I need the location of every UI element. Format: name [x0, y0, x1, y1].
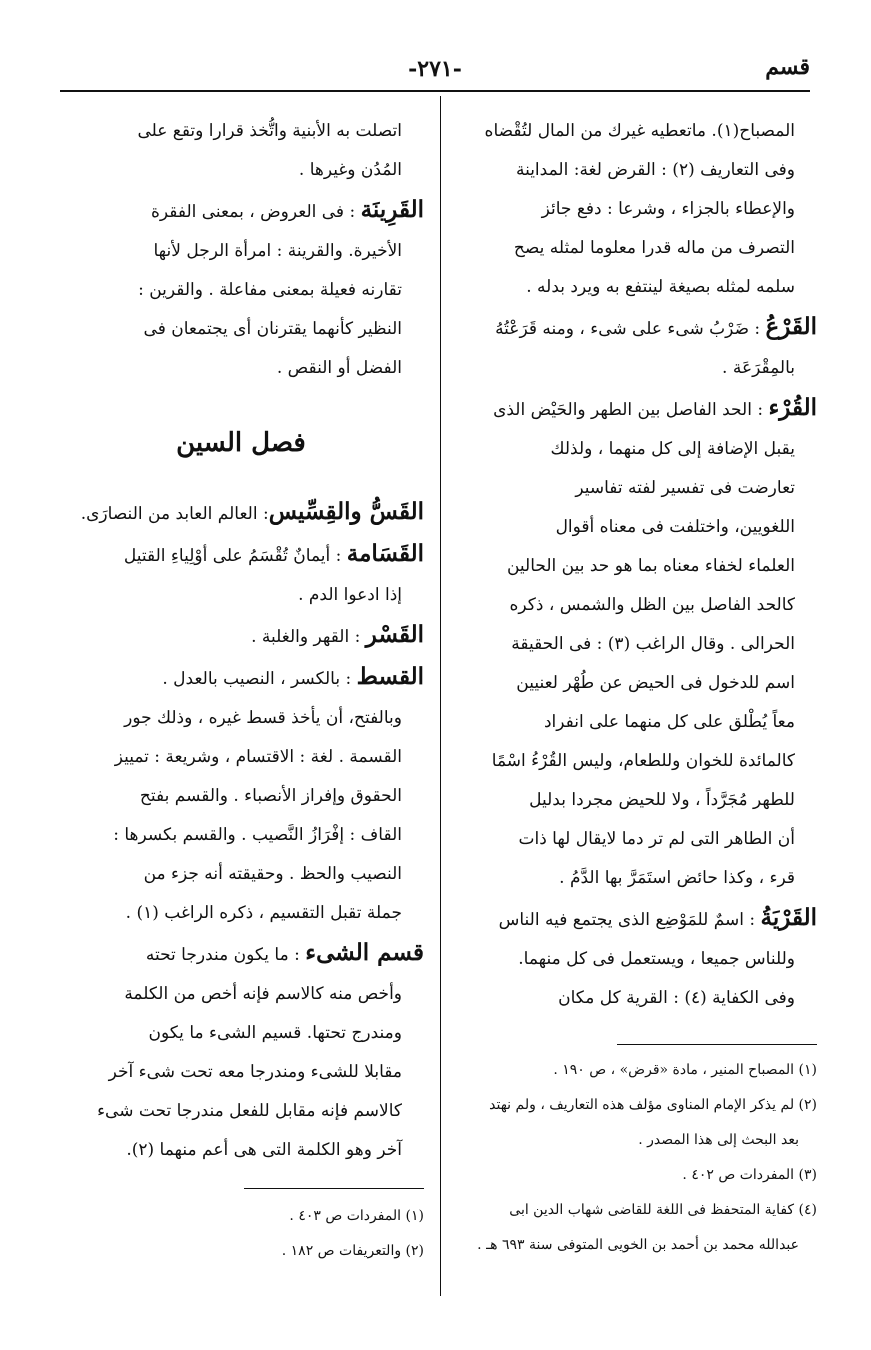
entry-line: [58, 232, 424, 271]
entry-text: اسم للدخول فى الحيض عن طُهْر لعنيين: [516, 673, 795, 693]
footnote: (٢) لم يذكر الإمام المناوى مؤلف هذه التعاريف ، ولم نهتد: [489, 1097, 817, 1113]
entry-text: يقبل الإضافة إلى كل منهما ، ولذلك: [550, 439, 795, 459]
entry-line: [58, 699, 424, 738]
headword: القَرِينَة: [360, 196, 424, 223]
entry-line: [457, 664, 817, 703]
entry-text: كالمائدة للخوان وللطعام، وليس القُرْءُ اسْمًا: [491, 751, 795, 771]
footnote: (٤) كفاية المتحفظ فى اللغة للقاضى شهاب الدين ابى: [509, 1202, 817, 1218]
entry-text: : أيمانٌ تُقْسَمُ على أوْلِياءِ القتيل: [123, 546, 347, 566]
entry-line: [58, 271, 424, 310]
entry-line: [58, 1092, 424, 1131]
section-title: فصل السين: [176, 428, 306, 458]
entry-text: معاً يُطْلق على كل منهما على انفراد: [543, 712, 795, 732]
left-column-footnotes: [58, 1199, 424, 1269]
footnote: (١) المصباح المنير ، مادة «قرض» ، ص ١٩٠ .: [553, 1062, 817, 1078]
entry-text: النظير كأنهما يقترنان أى يجتمعان فى: [143, 319, 402, 339]
entry-text: القاف : إفْرَازُ النَّصيب . والقسم بكسرها :: [113, 825, 402, 845]
entry-line: [58, 349, 424, 388]
entry-line: [457, 940, 817, 979]
headword: القَسُّ والقِسِّيس: [268, 498, 424, 525]
entry-line: [457, 229, 817, 268]
entry-line-headword: [457, 307, 817, 349]
entry-line: [457, 430, 817, 469]
entry-line: [457, 586, 817, 625]
entry-text: : ضَرْبُ شىء على شىء ، ومنه قَرَعْتُهُ: [495, 319, 766, 339]
entry-line: [58, 1014, 424, 1053]
headword: القَرْيَةُ: [760, 904, 817, 931]
entry-text: : الحد الفاصل بين الطهر والحَيْض الذى: [493, 400, 769, 420]
entry-line: [457, 742, 817, 781]
entry-text: للطهر مُجَرَّداً ، ولا للحيض مجردا بدليل: [529, 790, 795, 810]
footnote: (٢) والتعريفات ص ١٨٢ .: [281, 1243, 424, 1259]
entry-line: [457, 625, 817, 664]
entry-line: [457, 781, 817, 820]
entry-text: وفى التعاريف (٢) : القرض لغة: المداينة: [515, 160, 795, 180]
entry-line: [457, 469, 817, 508]
left-column-entries-top: [58, 112, 424, 388]
entry-text: العلماء لخفاء معناه بما هو حد بين الحالين: [506, 556, 795, 576]
entry-text: التصرف من ماله قدرا معلوما لمثله يصح: [513, 238, 795, 258]
headword: القسط: [356, 663, 424, 690]
entry-text: وأخص منه كالاسم فإنه أخص من الكلمة: [124, 984, 402, 1004]
running-head: قسم: [765, 54, 810, 80]
entry-line: [457, 979, 817, 1018]
footnote-rule: [617, 1044, 817, 1045]
entry-line: [457, 268, 817, 307]
right-column: [457, 112, 817, 1263]
entry-line: [58, 1053, 424, 1092]
entry-line: [457, 508, 817, 547]
entry-line: [58, 1131, 424, 1170]
entry-line: [457, 112, 817, 151]
entry-text: وللناس جميعا ، ويستعمل فى كل منهما.: [518, 949, 795, 969]
headword: القَرْعُ: [765, 313, 817, 340]
entry-text: : بالكسر ، النصيب بالعدل .: [162, 669, 357, 689]
entry-line-headword: [457, 898, 817, 940]
entry-text: والإعطاء بالجزاء ، وشرعا : دفع جائز: [541, 199, 795, 219]
entry-text: مقابلا للشىء ومندرجا معه تحت شىء آخر: [108, 1062, 402, 1082]
footnote: (٣) المفردات ص ٤٠٢ .: [682, 1167, 817, 1183]
entry-line: [457, 703, 817, 742]
header-rule: [60, 90, 810, 92]
entry-text: قرء ، وكذا حائض استَمَرَّ بها الدَّمُ .: [559, 868, 795, 888]
entry-line-headword: [58, 933, 424, 975]
entry-line: [58, 855, 424, 894]
left-column-entries-bottom: [58, 492, 424, 1170]
entry-text: وفى الكفاية (٤) : القرية كل مكان: [558, 988, 795, 1008]
entry-line: [58, 975, 424, 1014]
entry-line: [58, 576, 424, 615]
entry-line-headword: [457, 388, 817, 430]
entry-text: إذا ادعوا الدم .: [298, 585, 402, 605]
entry-text: المُدُن وغيرها .: [298, 160, 402, 180]
entry-line: [58, 310, 424, 349]
column-divider: [440, 96, 441, 1296]
entry-text: اتصلت به الأبنية واتُّخذ قرارا وتقع على: [137, 121, 402, 141]
headword: القَسَامة: [346, 540, 424, 567]
entry-text: : العالم العابد من النصارَى.: [80, 504, 269, 524]
entry-line: [58, 894, 424, 933]
left-column: [58, 112, 424, 1269]
entry-line: [58, 777, 424, 816]
headword: القُرْء: [768, 394, 817, 421]
entry-text: كالاسم فإنه مقابل للفعل مندرجا تحت شىء: [97, 1101, 402, 1121]
entry-line: [457, 151, 817, 190]
footnote: بعد البحث إلى هذا المصدر .: [638, 1132, 799, 1148]
entry-line: [58, 816, 424, 855]
footnote-rule: [244, 1188, 424, 1189]
entry-text: وبالفتح، أن يأخذ قسط غيره ، وذلك جور: [124, 708, 402, 728]
entry-line-headword: [58, 190, 424, 232]
entry-text: تقارنه فعيلة بمعنى مفاعلة . والقرين :: [138, 280, 402, 300]
entry-text: بالمِقْرَعَة .: [722, 358, 795, 378]
entry-text: أن الطاهر التى لم تر دما لايقال لها ذات: [518, 829, 795, 849]
entry-text: : فى العروض ، بمعنى الفقرة: [150, 202, 361, 222]
right-column-entries: [457, 112, 817, 1018]
entry-line: [457, 190, 817, 229]
entry-line: [457, 859, 817, 898]
entry-line: [457, 820, 817, 859]
entry-text: : القهر والغلبة .: [251, 627, 366, 647]
entry-line: [58, 738, 424, 777]
entry-line-headword: [58, 657, 424, 699]
entry-text: النصيب والحظ . وحقيقته أنه جزء من: [143, 864, 402, 884]
footnote: (١) المفردات ص ٤٠٣ .: [289, 1208, 424, 1224]
entry-text: سلمه لمثله بصيغة لينتفع به ويرد بدله .: [526, 277, 795, 297]
entry-text: الأخيرة. والقرينة : امرأة الرجل لأنها: [153, 241, 402, 261]
entry-text: الحرالى . وقال الراغب (٣) : فى الحقيقة: [511, 634, 795, 654]
entry-text: ومندرج تحتها. قسيم الشىء ما يكون: [148, 1023, 402, 1043]
entry-text: : ما يكون مندرجا تحته: [145, 945, 306, 965]
page-number: -٢٧١-: [408, 56, 462, 82]
entry-text: : اسمٌ للمَوْضِع الذى يجتمع فيه الناس: [498, 910, 761, 930]
entry-line-headword: [58, 534, 424, 576]
headword: قسم الشىء: [305, 939, 424, 966]
entry-text: تعارضت فى تفسير لفته تفاسير: [575, 478, 795, 498]
entry-text: الفضل أو النقص .: [276, 358, 402, 378]
entry-text: كالحد الفاصل بين الظل والشمس ، ذكره: [509, 595, 795, 615]
entry-line: [457, 349, 817, 388]
page-header: [60, 56, 810, 90]
entry-line: [58, 151, 424, 190]
entry-text: القسمة . لغة : الاقتسام ، وشريعة : تمييز: [114, 747, 402, 767]
entry-line: [457, 547, 817, 586]
footnote: عبدالله محمد بن أحمد بن الخويى المتوفى سنة ٦٩٣ هـ .: [477, 1237, 799, 1253]
entry-line-headword: [58, 615, 424, 657]
entry-text: الحقوق وإفراز الأنصباء . والقسم بفتح: [139, 786, 402, 806]
headword: القَسْر: [365, 621, 424, 648]
entry-text: اللغويين، واختلفت فى معناه أقوال: [555, 517, 795, 537]
entry-line: [58, 112, 424, 151]
entry-text: جملة تقبل التقسيم ، ذكره الراغب (١) .: [125, 903, 402, 923]
entry-text: آخر وهو الكلمة التى هى أعم منهما (٢).: [126, 1140, 402, 1160]
right-column-footnotes: [457, 1053, 817, 1263]
entry-text: المصباح(١). ماتعطيه غيرك من المال لتُقْضاه: [484, 121, 795, 141]
entry-line-headword: [58, 492, 424, 534]
